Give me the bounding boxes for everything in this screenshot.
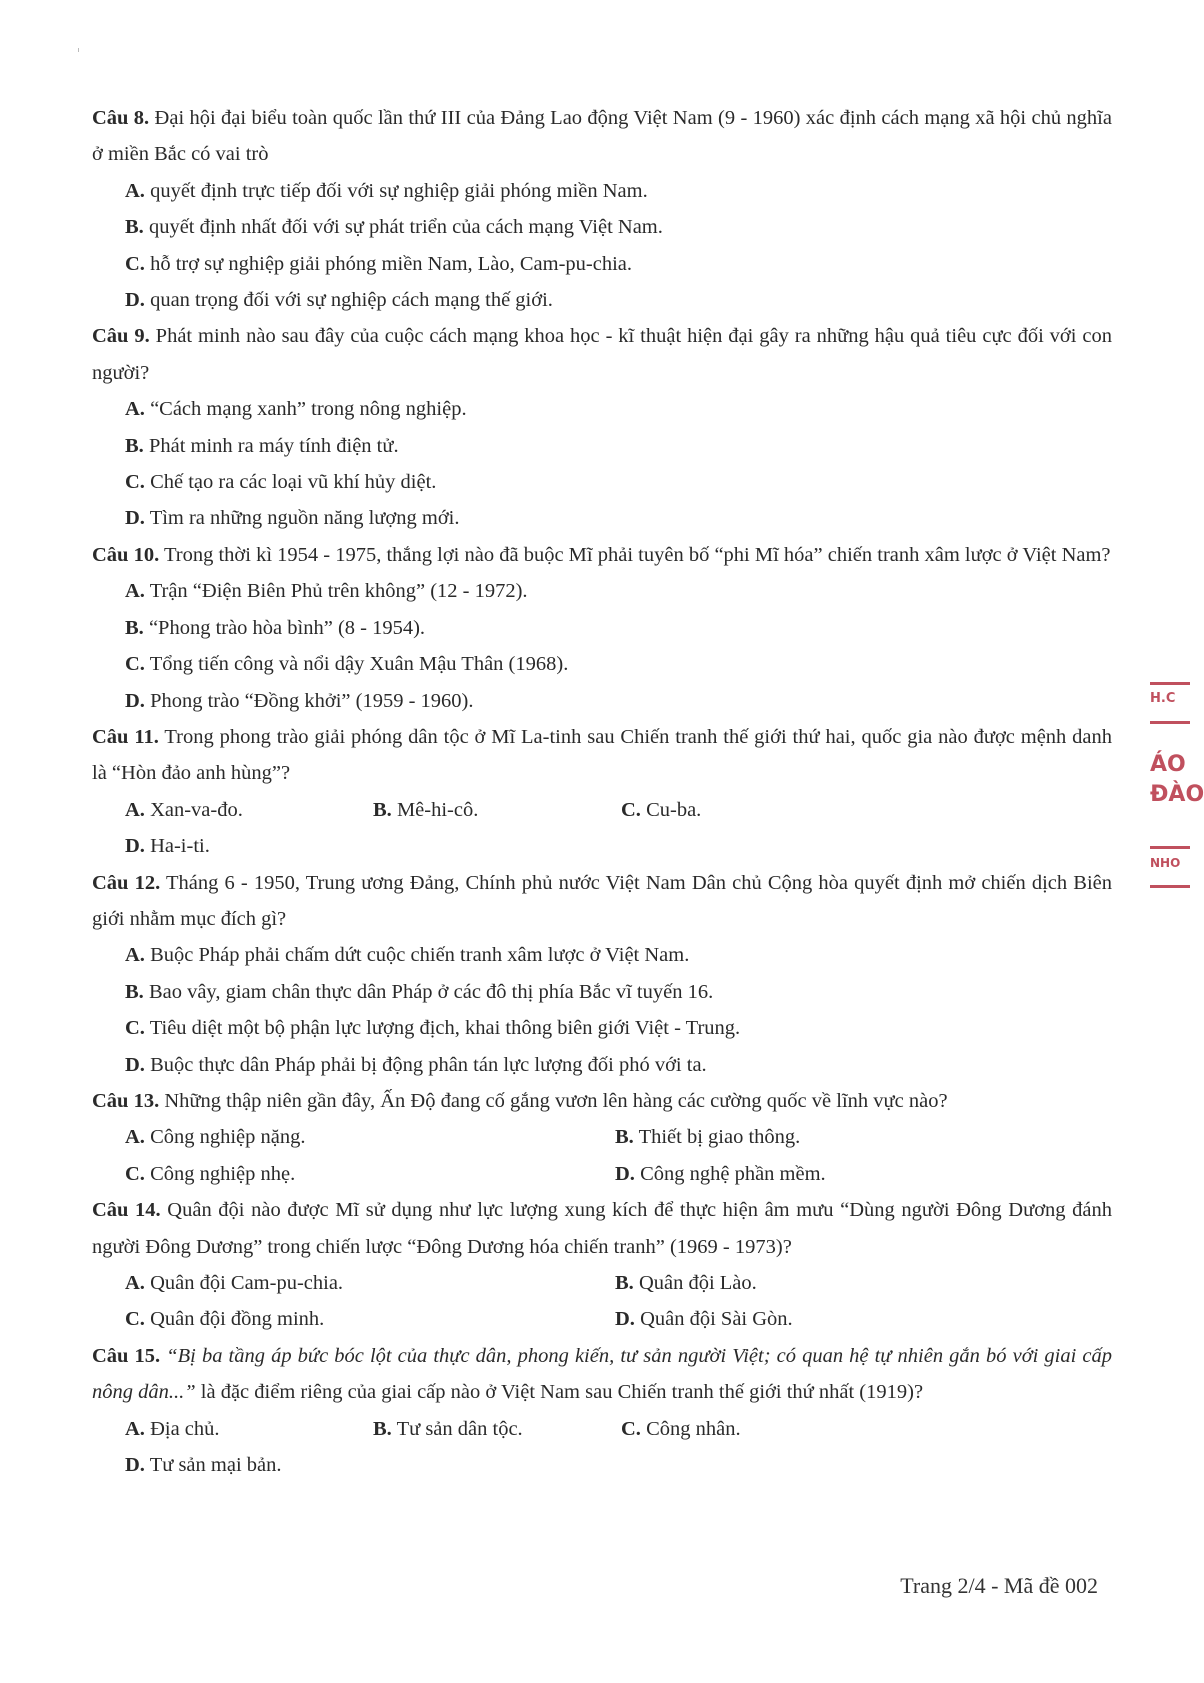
option-text: quyết định trực tiếp đối với sự nghiệp giải phóng miền Nam. xyxy=(144,179,648,202)
option-text: Thiết bị giao thông. xyxy=(633,1126,801,1149)
option-letter: C. xyxy=(125,653,145,676)
question-number: Câu 11. xyxy=(92,725,159,748)
answer-options xyxy=(92,1411,1112,1484)
option-letter: A. xyxy=(125,179,145,202)
option-row xyxy=(125,1156,1112,1192)
option-text: quan trọng đối với sự nghiệp cách mạng thế giới. xyxy=(144,289,553,312)
question-text: là đặc điểm riêng của giai cấp nào ở Việt Nam sau Chiến tranh thế giới thứ nhất (1919)? xyxy=(195,1381,924,1404)
question-number: Câu 9. xyxy=(92,325,150,348)
answer-options xyxy=(92,173,1112,319)
question-text: Trong phong trào giải phóng dân tộc ở Mĩ La-tinh sau Chiến tranh thế giới thứ hai, quốc gia nào được mệnh danh là “Hòn đảo anh hùng”? xyxy=(92,725,1113,785)
option-d[interactable] xyxy=(125,828,373,864)
question-number: Câu 15. xyxy=(92,1344,161,1367)
option-d[interactable] xyxy=(615,1301,1105,1337)
question-number: Câu 14. xyxy=(92,1199,161,1222)
option-text: “Phong trào hòa bình” (8 - 1954). xyxy=(143,616,426,639)
option-letter: D. xyxy=(125,1454,145,1477)
question-stem xyxy=(92,1192,1112,1265)
question-text: Phát minh nào sau đây của cuộc cách mạng khoa học - kĩ thuật hiện đại gây ra những hậu quả tiêu cực đối với con người? xyxy=(92,325,1112,384)
option-text: Công nghiệp nhẹ. xyxy=(144,1162,296,1185)
option-letter: D. xyxy=(615,1308,635,1331)
side-stamp-middle xyxy=(1150,750,1204,812)
option-text: “Cách mạng xanh” trong nông nghiệp. xyxy=(144,398,467,421)
answer-options xyxy=(92,1265,1112,1338)
option-letter: B. xyxy=(615,1272,634,1294)
option-a[interactable] xyxy=(125,792,373,828)
option-text: Trận “Điện Biên Phủ trên không” (12 - 1972). xyxy=(144,580,528,603)
option-a[interactable] xyxy=(125,937,1112,973)
option-a[interactable] xyxy=(125,173,1112,209)
option-letter: B. xyxy=(125,434,144,457)
option-text: Tìm ra những nguồn năng lượng mới. xyxy=(144,507,460,530)
option-text: Quân đội Lào. xyxy=(633,1272,757,1294)
question-14 xyxy=(92,1192,1112,1338)
option-c[interactable] xyxy=(125,464,1112,500)
option-c[interactable] xyxy=(621,792,869,828)
question-stem xyxy=(92,719,1112,792)
side-stamp-top: H.C xyxy=(1150,682,1190,724)
option-text: Tiêu diệt một bộ phận lực lượng địch, khai thông biên giới Việt - Trung. xyxy=(144,1017,741,1040)
option-d[interactable] xyxy=(125,500,1112,536)
option-a[interactable] xyxy=(125,1119,615,1155)
option-text: hỗ trợ sự nghiệp giải phóng miền Nam, Lào, Cam-pu-chia. xyxy=(144,252,633,275)
option-letter: C. xyxy=(621,798,641,821)
side-stamp-line: ĐÀO xyxy=(1150,782,1204,807)
answer-options xyxy=(92,391,1112,537)
option-letter: A. xyxy=(125,1272,145,1294)
option-letter: A. xyxy=(125,1417,145,1440)
option-a[interactable] xyxy=(125,573,1112,609)
option-text: Quân đội Cam-pu-chia. xyxy=(144,1272,344,1294)
question-text: Trong thời kì 1954 - 1975, thắng lợi nào đã buộc Mĩ phải tuyên bố “phi Mĩ hóa” chiến tranh xâm lược ở Việt Nam? xyxy=(159,543,1111,566)
question-8 xyxy=(92,100,1112,318)
option-text: Buộc Pháp phải chấm dứt cuộc chiến tranh xâm lược ở Việt Nam. xyxy=(144,944,690,967)
option-c[interactable] xyxy=(125,646,1112,682)
option-text: Quân đội đồng minh. xyxy=(144,1308,325,1331)
option-text: Tư sản mại bản. xyxy=(144,1454,282,1477)
question-number: Câu 12. xyxy=(92,871,161,894)
option-letter: C. xyxy=(125,252,145,275)
option-row xyxy=(125,1265,1112,1301)
option-a[interactable] xyxy=(125,1265,615,1301)
question-stem xyxy=(92,1338,1112,1411)
option-letter: A. xyxy=(125,1126,145,1149)
option-text: Công nghệ phần mềm. xyxy=(634,1162,826,1185)
option-b[interactable] xyxy=(125,209,1112,245)
option-d[interactable] xyxy=(125,683,1112,719)
option-c[interactable] xyxy=(125,246,1112,282)
question-list xyxy=(92,100,1112,1483)
option-b[interactable] xyxy=(615,1119,1105,1155)
option-letter: C. xyxy=(125,1017,145,1040)
option-d[interactable] xyxy=(125,1047,1112,1083)
question-number: Câu 10. xyxy=(92,543,160,566)
option-text: Phát minh ra máy tính điện tử. xyxy=(143,434,399,457)
option-text: Ha-i-ti. xyxy=(144,835,210,858)
option-c[interactable] xyxy=(125,1010,1112,1046)
option-b[interactable] xyxy=(615,1265,1105,1301)
option-text: Địa chủ. xyxy=(144,1417,220,1440)
question-text: Tháng 6 - 1950, Trung ương Đảng, Chính phủ nước Việt Nam Dân chủ Cộng hòa quyết định mở chiến dịch Biên giới nhằm mục đích gì? xyxy=(92,871,1112,930)
option-d[interactable] xyxy=(125,282,1112,318)
option-text: Phong trào “Đồng khởi” (1959 - 1960). xyxy=(144,689,474,712)
option-letter: B. xyxy=(615,1126,634,1149)
question-number: Câu 8. xyxy=(92,107,150,129)
option-text: Xan-va-đo. xyxy=(144,798,243,821)
question-12 xyxy=(92,865,1112,1083)
option-row xyxy=(125,792,1112,865)
option-letter: B. xyxy=(125,616,144,639)
question-13 xyxy=(92,1083,1112,1192)
option-letter: B. xyxy=(125,216,144,239)
option-text: Chế tạo ra các loại vũ khí hủy diệt. xyxy=(144,471,437,494)
answer-options xyxy=(92,1119,1112,1192)
option-a[interactable] xyxy=(125,391,1112,427)
option-letter: C. xyxy=(621,1417,641,1440)
option-row xyxy=(125,1119,1112,1155)
option-letter: C. xyxy=(125,1308,145,1331)
option-text: Buộc thực dân Pháp phải bị động phân tán lực lượng đối phó với ta. xyxy=(144,1053,707,1076)
question-11 xyxy=(92,719,1112,865)
answer-options xyxy=(92,573,1112,719)
option-text: Tư sản dân tộc. xyxy=(391,1417,523,1440)
option-c[interactable] xyxy=(621,1411,869,1447)
option-b[interactable] xyxy=(125,610,1112,646)
option-letter: D. xyxy=(125,507,145,530)
option-letter: D. xyxy=(125,835,145,858)
question-stem xyxy=(92,100,1112,173)
option-b[interactable] xyxy=(125,428,1112,464)
option-letter: C. xyxy=(125,471,145,494)
option-text: Bao vây, giam chân thực dân Pháp ở các đô thị phía Bắc vĩ tuyến 16. xyxy=(143,980,714,1003)
option-c[interactable] xyxy=(125,1156,615,1192)
option-letter: A. xyxy=(125,798,145,821)
question-9 xyxy=(92,318,1112,536)
option-c[interactable] xyxy=(125,1301,615,1337)
page-footer: Trang 2/4 - Mã đề 002 xyxy=(900,1573,1098,1598)
question-text: Đại hội đại biểu toàn quốc lần thứ III của Đảng Lao động Việt Nam (9 - 1960) xác định cách mạng xã hội chủ nghĩa ở miền Bắc có vai trò xyxy=(92,107,1112,166)
option-letter: A. xyxy=(125,398,145,421)
question-stem xyxy=(92,1083,1112,1119)
option-letter: D. xyxy=(125,289,145,312)
option-text: Mê-hi-cô. xyxy=(391,798,479,821)
option-row xyxy=(125,1301,1112,1337)
scan-mark xyxy=(78,48,79,52)
option-b[interactable] xyxy=(125,974,1112,1010)
option-b[interactable] xyxy=(373,1411,621,1447)
option-letter: B. xyxy=(125,980,144,1003)
question-15 xyxy=(92,1338,1112,1484)
option-text: Quân đội Sài Gòn. xyxy=(634,1308,793,1331)
option-text: Cu-ba. xyxy=(640,798,702,821)
option-letter: C. xyxy=(125,1162,145,1185)
option-letter: D. xyxy=(125,689,145,712)
option-letter: D. xyxy=(125,1053,145,1076)
option-d[interactable] xyxy=(615,1156,1105,1192)
question-stem xyxy=(92,537,1112,573)
option-letter: D. xyxy=(615,1162,635,1185)
question-10 xyxy=(92,537,1112,719)
option-text: Công nghiệp nặng. xyxy=(144,1126,306,1149)
option-text: quyết định nhất đối với sự phát triển của cách mạng Việt Nam. xyxy=(143,216,663,239)
option-text: Tổng tiến công và nổi dậy Xuân Mậu Thân (1968). xyxy=(144,653,569,676)
question-text: Những thập niên gần đây, Ấn Độ đang cố gắng vươn lên hàng các cường quốc về lĩnh vực nào? xyxy=(159,1089,948,1112)
question-quote: “Bị ba tầng áp bức bóc lột của thực dân, phong kiến, tư sản người Việt; có quan hệ tự nhiên gắn bó với giai cấp nông dân...” xyxy=(92,1344,1112,1404)
option-text: Công nhân. xyxy=(640,1417,741,1440)
answer-options xyxy=(92,792,1112,865)
option-letter: A. xyxy=(125,944,145,967)
question-stem xyxy=(92,865,1112,938)
option-d[interactable] xyxy=(125,1447,373,1483)
question-text: Quân đội nào được Mĩ sử dụng như lực lượng xung kích để thực hiện âm mưu “Dùng người Đông Dương đánh người Đông Dương” trong chiến lược “Đông Dương hóa chiến tranh” (1969 - 1973)? xyxy=(92,1199,1112,1258)
option-b[interactable] xyxy=(373,792,621,828)
option-row xyxy=(125,1411,1112,1484)
option-letter: B. xyxy=(373,1417,392,1440)
answer-options xyxy=(92,937,1112,1083)
option-letter: A. xyxy=(125,580,145,603)
option-a[interactable] xyxy=(125,1411,373,1447)
option-letter: B. xyxy=(373,798,392,821)
side-stamp-line: ÁO xyxy=(1150,752,1186,777)
question-stem xyxy=(92,318,1112,391)
question-number: Câu 13. xyxy=(92,1089,160,1112)
side-stamp-bottom: NHO xyxy=(1150,846,1190,888)
